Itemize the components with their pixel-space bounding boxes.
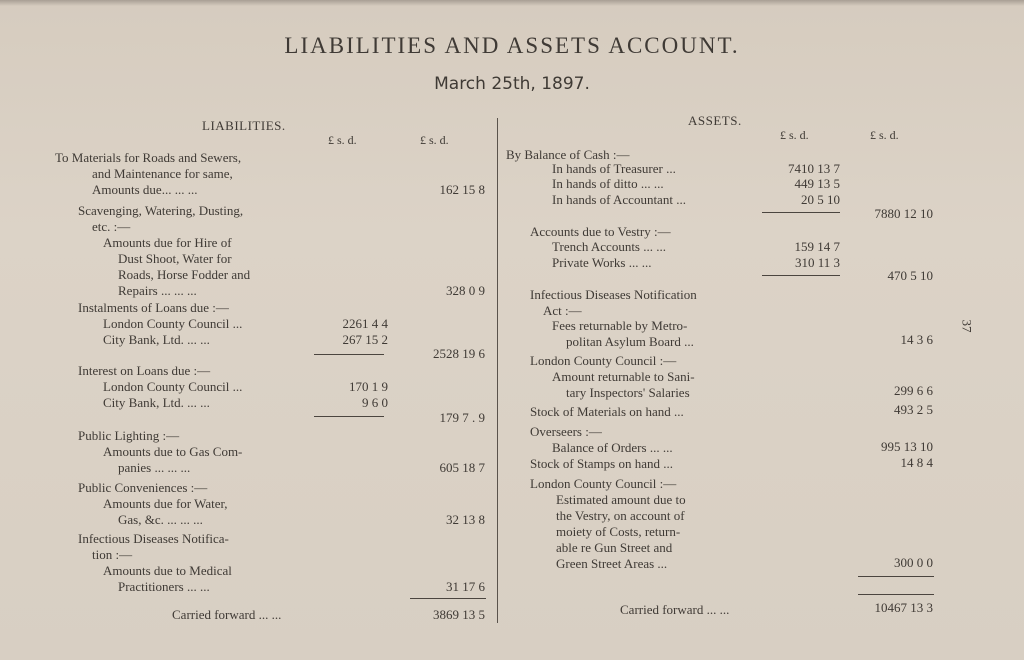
asset-line: Stock of Materials on hand ...: [530, 404, 684, 419]
asset-line: moiety of Costs, return-: [556, 524, 681, 539]
total-rule: [858, 576, 934, 577]
asset-outer-amount: 470 5 10: [887, 268, 933, 283]
liability-line: and Maintenance for same,: [92, 166, 233, 181]
liability-line: tion :—: [92, 547, 133, 562]
liability-line: Infectious Diseases Notifica-: [78, 531, 229, 546]
asset-outer-amount: 14 8 4: [900, 455, 933, 470]
liability-line: Amounts due to Medical: [103, 563, 232, 578]
asset-line: In hands of Accountant ...: [552, 192, 686, 207]
asset-line: Fees returnable by Metro-: [552, 318, 688, 333]
liability-line: Instalments of Loans due :—: [78, 300, 229, 315]
total-rule: [858, 594, 934, 595]
asset-inner-amount: 20 5 10: [801, 192, 840, 207]
liability-line: Interest on Loans due :—: [78, 363, 211, 378]
liability-line: London County Council ...: [103, 316, 243, 331]
page-number: 37: [959, 319, 975, 333]
asset-line: Amount returnable to Sani-: [552, 369, 695, 384]
asset-line: London County Council :—: [530, 476, 677, 491]
asset-line: Stock of Stamps on hand ...: [530, 456, 673, 471]
subtotal-rule: [762, 212, 840, 213]
liability-inner-amount: 170 1 9: [349, 379, 388, 394]
asset-line: Balance of Orders ... ...: [552, 440, 673, 455]
asset-inner-amount: 310 11 3: [794, 255, 840, 270]
total-rule: [410, 598, 486, 599]
assets-heading: ASSETS.: [688, 113, 742, 128]
column-divider: [497, 118, 498, 623]
liability-line: To Materials for Roads and Sewers,: [55, 150, 242, 165]
asset-line: Trench Accounts ... ...: [552, 239, 666, 254]
liability-inner-amount: 2261 4 4: [342, 316, 388, 331]
liability-inner-amount: 267 15 2: [342, 332, 388, 347]
liability-line: City Bank, Ltd. ... ...: [103, 395, 210, 410]
liability-outer-amount: 162 15 8: [439, 182, 485, 197]
liability-line: Public Lighting :—: [78, 428, 180, 443]
asset-line: the Vestry, on account of: [556, 508, 685, 523]
assets-inner-col-head: £ s. d.: [780, 128, 809, 142]
liability-line: Scavenging, Watering, Dusting,: [78, 203, 244, 218]
asset-line: In hands of Treasurer ...: [552, 161, 676, 176]
page-date: March 25th, 1897.: [434, 74, 590, 94]
asset-line: Green Street Areas ...: [556, 556, 668, 571]
asset-line: Private Works ... ...: [552, 255, 652, 270]
liability-line: Gas, &c. ... ... ...: [118, 512, 203, 527]
asset-line: tary Inspectors' Salaries: [566, 385, 690, 400]
liability-line: panies ... ... ...: [118, 460, 191, 475]
liability-outer-amount: 179 7 . 9: [439, 410, 485, 425]
asset-line: Accounts due to Vestry :—: [530, 224, 671, 239]
assets-outer-col-head: £ s. d.: [870, 128, 899, 142]
liability-line: Practitioners ... ...: [118, 579, 210, 594]
assets-carried-forward: Carried forward ... ...: [620, 602, 730, 617]
liabilities-carried-forward: Carried forward ... ...: [172, 607, 282, 622]
asset-line: Infectious Diseases Notification: [530, 287, 697, 302]
asset-outer-amount: 7880 12 10: [874, 206, 933, 221]
asset-inner-amount: 159 14 7: [794, 239, 840, 254]
asset-outer-amount: 299 6 6: [894, 383, 933, 398]
page-edge: [0, 0, 1024, 6]
liability-line: Roads, Horse Fodder and: [118, 267, 251, 282]
asset-inner-amount: 7410 13 7: [788, 161, 840, 176]
liabilities-heading: LIABILITIES.: [202, 118, 286, 133]
liability-outer-amount: 328 0 9: [446, 283, 485, 298]
asset-outer-amount: 14 3 6: [900, 332, 933, 347]
asset-line: By Balance of Cash :—: [506, 147, 630, 162]
asset-outer-amount: 300 0 0: [894, 555, 933, 570]
asset-inner-amount: 449 13 5: [794, 176, 840, 191]
liability-line: Amounts due for Hire of: [103, 235, 232, 250]
asset-line: politan Asylum Board ...: [566, 334, 694, 349]
liability-line: etc. :—: [92, 219, 131, 234]
liability-line: Dust Shoot, Water for: [118, 251, 232, 266]
liability-outer-amount: 31 17 6: [446, 579, 485, 594]
asset-line: In hands of ditto ... ...: [552, 176, 664, 191]
asset-line: London County Council :—: [530, 353, 677, 368]
subtotal-rule: [314, 416, 384, 417]
liability-outer-amount: 32 13 8: [446, 512, 485, 527]
asset-line: Estimated amount due to: [556, 492, 686, 507]
liability-line: Amounts due to Gas Com-: [103, 444, 243, 459]
liabilities-total: 3869 13 5: [433, 607, 485, 622]
liabilities-inner-col-head: £ s. d.: [328, 133, 357, 147]
page-title: LIABILITIES AND ASSETS ACCOUNT.: [284, 33, 740, 58]
liability-inner-amount: 9 6 0: [362, 395, 388, 410]
liability-line: Repairs ... ... ...: [118, 283, 197, 298]
asset-line: able re Gun Street and: [556, 540, 673, 555]
assets-total: 10467 13 3: [874, 600, 933, 615]
asset-line: Act :—: [543, 303, 582, 318]
liability-line: Public Conveniences :—: [78, 480, 208, 495]
liability-outer-amount: 605 18 7: [439, 460, 485, 475]
liability-line: Amounts due for Water,: [103, 496, 228, 511]
liability-line: City Bank, Ltd. ... ...: [103, 332, 210, 347]
subtotal-rule: [762, 275, 840, 276]
liability-outer-amount: 2528 19 6: [433, 346, 485, 361]
subtotal-rule: [314, 354, 384, 355]
liabilities-outer-col-head: £ s. d.: [420, 133, 449, 147]
asset-line: Overseers :—: [530, 424, 602, 439]
asset-outer-amount: 995 13 10: [881, 439, 933, 454]
liability-line: London County Council ...: [103, 379, 243, 394]
liability-line: Amounts due... ... ...: [92, 182, 198, 197]
asset-outer-amount: 493 2 5: [894, 402, 933, 417]
